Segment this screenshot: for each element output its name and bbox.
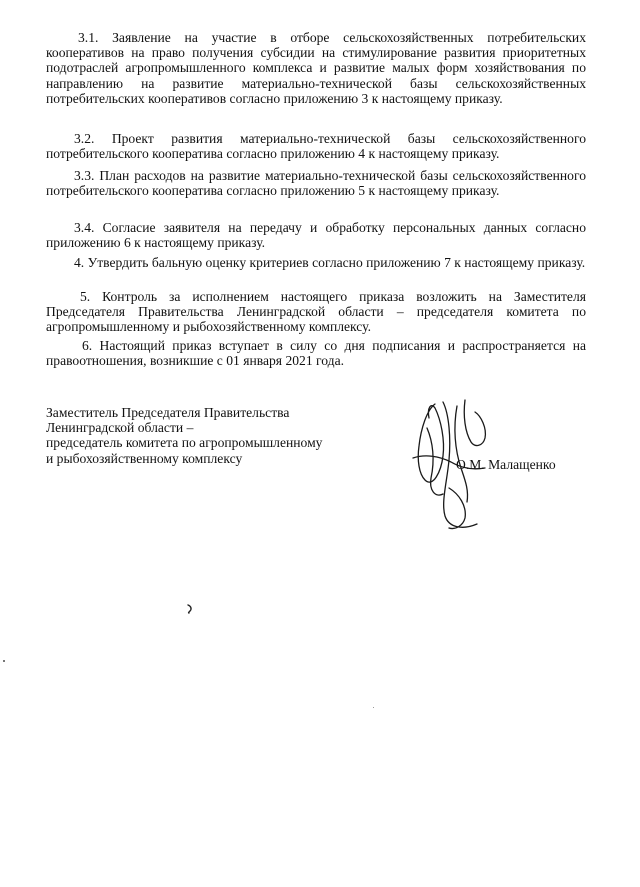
signatory-position-line: Ленинградской области – xyxy=(46,420,194,436)
ink-speck xyxy=(186,604,194,614)
paragraph-6: 6. Настоящий приказ вступает в силу со дня подписания и распространяется на правоотношения, возникшие с 01 января 2021 года. xyxy=(46,338,586,369)
paragraph-3-4: 3.4. Согласие заявителя на передачу и обработку персональных данных согласно приложению 6 к настоящему приказу. xyxy=(46,220,586,251)
paragraph-3-3: 3.3. План расходов на развитие материально-технической базы сельскохозяйственного потребительского кооператива согласно приложению 5 к настоящему приказу. xyxy=(46,168,586,199)
scan-dot xyxy=(373,707,374,708)
signatory-position-line: и рыбохозяйственному комплексу xyxy=(46,450,243,466)
paragraph-3-1: 3.1. Заявление на участие в отборе сельскохозяйственных потребительских кооперативов на право получения субсидии на стимулирование развития приоритетных подотраслей агропромышленного комплекса и развитие малых форм хозяйствования по направлению на развитие материально-технической базы сельскохозяйственных потребительских кооперативов согласно приложению 3 к настоящему приказу. xyxy=(46,30,586,106)
scan-dot xyxy=(3,660,5,662)
signatory-position-line: Заместитель Председателя Правительства xyxy=(46,405,290,420)
signatory-position xyxy=(46,405,322,466)
paragraph-4: 4. Утвердить бальную оценку критериев согласно приложению 7 к настоящему приказу. xyxy=(74,255,586,270)
signatory-position-line: председатель комитета по агропромышленному xyxy=(46,435,323,451)
paragraph-5: 5. Контроль за исполнением настоящего приказа возложить на Заместителя Председателя Правительства Ленинградской области – председателя комитета по агропромышленному и рыбохозяйственному комплексу. xyxy=(46,289,586,335)
signatory-name: О.М. Малащенко xyxy=(456,457,556,472)
paragraph-3-2: 3.2. Проект развития материально-технической базы сельскохозяйственного потребительского кооператива согласно приложению 4 к настоящему приказу. xyxy=(46,131,586,162)
